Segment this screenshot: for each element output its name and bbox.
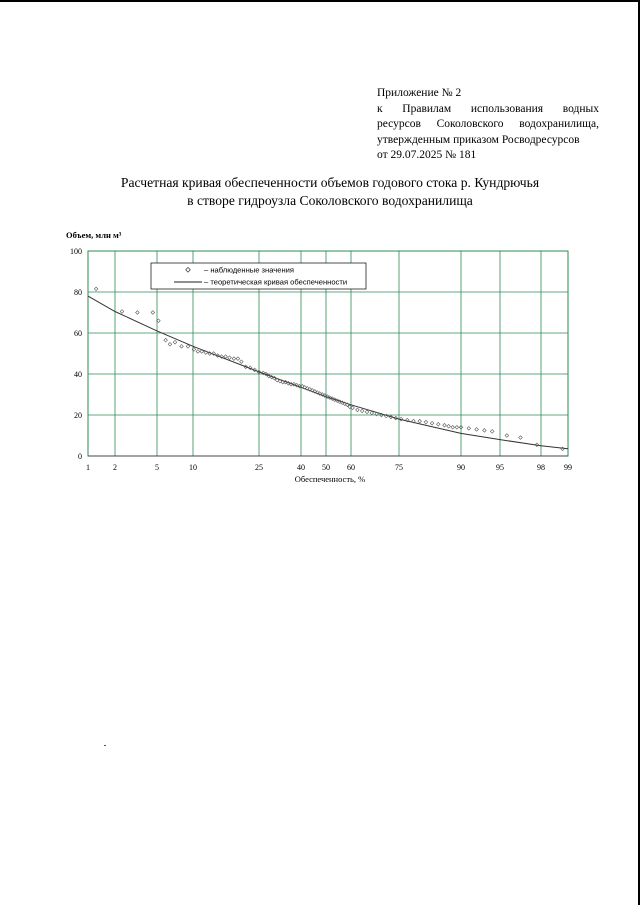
y-tick-label-0: 0 — [78, 452, 82, 461]
observed-point-75 — [424, 420, 428, 424]
y-tick-label-80: 80 — [74, 288, 82, 297]
x-tick-label-99: 99 — [564, 463, 572, 472]
x-tick-label-5: 5 — [155, 463, 159, 472]
observed-point-5 — [164, 338, 168, 342]
observed-point-87 — [505, 434, 509, 438]
x-tick-label-60: 60 — [347, 463, 355, 472]
appendix-order-line: утвержденным приказом Росводресурсов — [377, 133, 580, 146]
observed-point-77 — [436, 422, 440, 426]
observed-point-78 — [443, 423, 447, 427]
legend — [151, 263, 366, 289]
observed-point-80 — [451, 426, 455, 430]
observed-point-86 — [490, 430, 494, 434]
observed-point-88 — [519, 436, 523, 440]
observed-point-20 — [232, 357, 236, 361]
legend-theoretical-label: – теоретическая кривая обеспеченности — [204, 277, 348, 287]
x-axis-label: Обеспеченность, % — [294, 474, 366, 484]
observed-point-2 — [136, 311, 140, 315]
x-tick-label-25: 25 — [255, 463, 263, 472]
observed-point-0 — [94, 287, 98, 291]
x-tick-label-95: 95 — [496, 463, 504, 472]
appendix-rules-line: к Правилам использования водных — [377, 102, 599, 115]
x-tick-label-2: 2 — [113, 463, 117, 472]
observed-point-84 — [475, 428, 479, 432]
y-tick-label-20: 20 — [74, 411, 82, 420]
observed-point-7 — [173, 340, 177, 344]
x-tick-label-40: 40 — [297, 463, 305, 472]
y-tick-label-40: 40 — [74, 370, 82, 379]
legend-observed-label: – наблюденные значения — [204, 265, 295, 275]
observed-point-6 — [168, 342, 172, 346]
observed-point-83 — [467, 427, 471, 431]
x-tick-label-10: 10 — [189, 463, 197, 472]
y-tick-label-100: 100 — [70, 247, 82, 256]
observed-point-76 — [430, 421, 434, 425]
x-tick-label-50: 50 — [322, 463, 330, 472]
observed-point-74 — [418, 419, 422, 423]
observed-points-layer — [94, 287, 564, 451]
observed-point-18 — [224, 355, 228, 359]
observed-point-3 — [151, 311, 155, 315]
observed-point-79 — [447, 424, 451, 428]
x-tick-label-75: 75 — [395, 463, 403, 472]
theoretical-curve-layer — [88, 296, 568, 449]
appendix-reservoir-line: ресурсов Соколовского водохранилища, — [377, 118, 599, 130]
y-tick-label-60: 60 — [74, 329, 82, 338]
observed-point-1 — [120, 310, 124, 314]
x-tick-label-90: 90 — [457, 463, 465, 472]
observed-point-22 — [240, 360, 244, 364]
theoretical-curve-line — [88, 296, 568, 449]
observed-point-11 — [196, 350, 200, 354]
x-tick-label-98: 98 — [537, 463, 545, 472]
appendix-number: Приложение № 2 — [377, 87, 462, 99]
chart-title-line-2: в створе гидроузла Соколовского водохранилища — [187, 193, 473, 208]
scan-speck — [104, 745, 106, 746]
observed-point-8 — [180, 345, 184, 349]
observed-point-63 — [360, 409, 364, 413]
observed-point-81 — [455, 426, 459, 430]
observed-point-64 — [365, 410, 369, 414]
observed-point-21 — [236, 357, 240, 361]
observed-point-19 — [228, 356, 232, 360]
appendix-date-line: от 29.07.2025 № 181 — [377, 149, 477, 161]
y-axis-label: Объем, млн м³ — [66, 230, 122, 240]
observed-point-62 — [356, 408, 360, 412]
chart-title-line-1: Расчетная кривая обеспеченности объемов годового стока р. Кундрючья — [120, 175, 540, 190]
x-tick-label-1: 1 — [86, 463, 90, 472]
observed-point-85 — [483, 429, 487, 433]
